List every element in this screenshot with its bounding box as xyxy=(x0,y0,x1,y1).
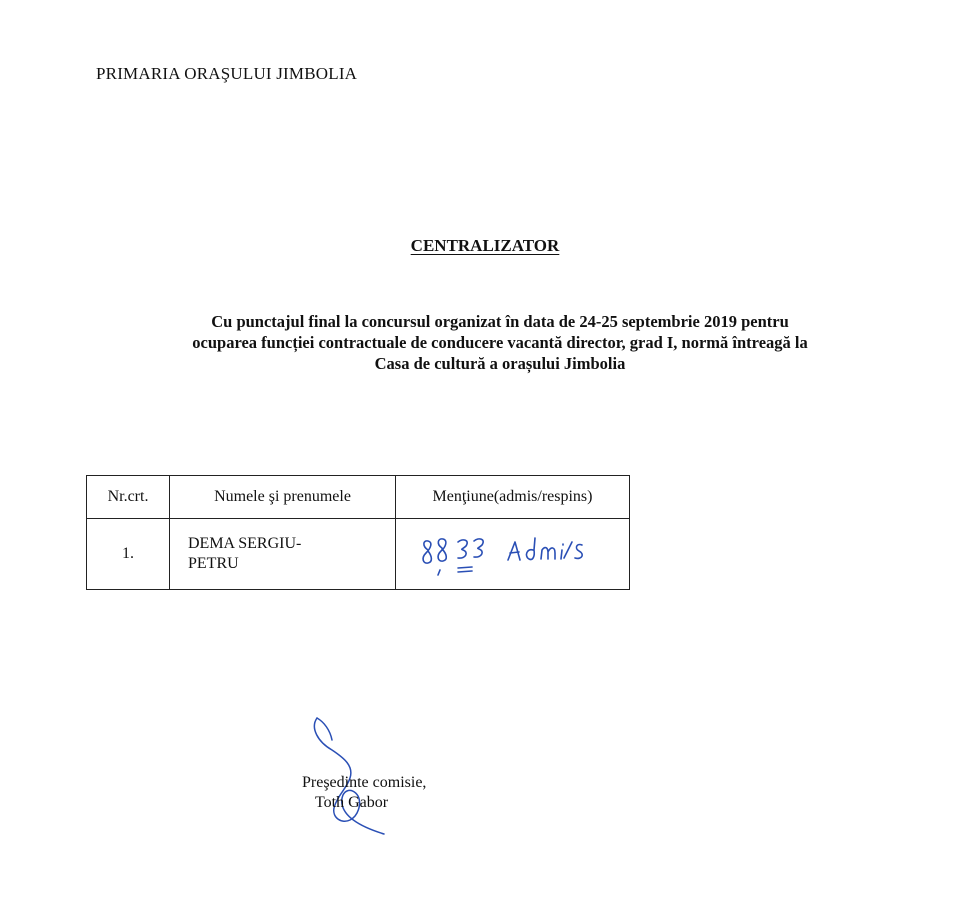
subtitle-line: Cu punctajul final la concursul organizat în data de 24-25 septembrie 2019 pentru xyxy=(211,312,789,331)
column-header-name: Numele şi prenumele xyxy=(170,476,396,519)
signature-name: Toth Gabor xyxy=(315,794,389,811)
document-title: CENTRALIZATOR xyxy=(410,236,560,255)
table-row xyxy=(87,519,630,590)
column-header-mention: Menţiune(admis/respins) xyxy=(396,476,630,519)
handwritten-score-admis xyxy=(396,520,617,588)
name-line: PETRU xyxy=(188,555,239,572)
signature-role: Preşedinte comisie, xyxy=(302,774,427,791)
document-subtitle xyxy=(85,311,915,374)
subtitle-line: Casa de cultură a orașului Jimbolia xyxy=(374,354,626,373)
cell-mention-handwritten xyxy=(396,519,630,590)
subtitle-line: ocuparea funcției contractuale de conducere vacantă director, grad I, normă întreagă la xyxy=(192,333,808,352)
table-header-row xyxy=(87,476,630,519)
column-header-nr: Nr.crt. xyxy=(87,476,170,519)
name-line: DEMA SERGIU- xyxy=(188,535,302,552)
signature-block xyxy=(292,700,512,850)
institution-header: PRIMARIA ORAŞULUI JIMBOLIA xyxy=(96,64,358,83)
cell-name xyxy=(170,519,396,590)
results-table xyxy=(86,475,630,590)
cell-nr: 1. xyxy=(87,519,170,590)
